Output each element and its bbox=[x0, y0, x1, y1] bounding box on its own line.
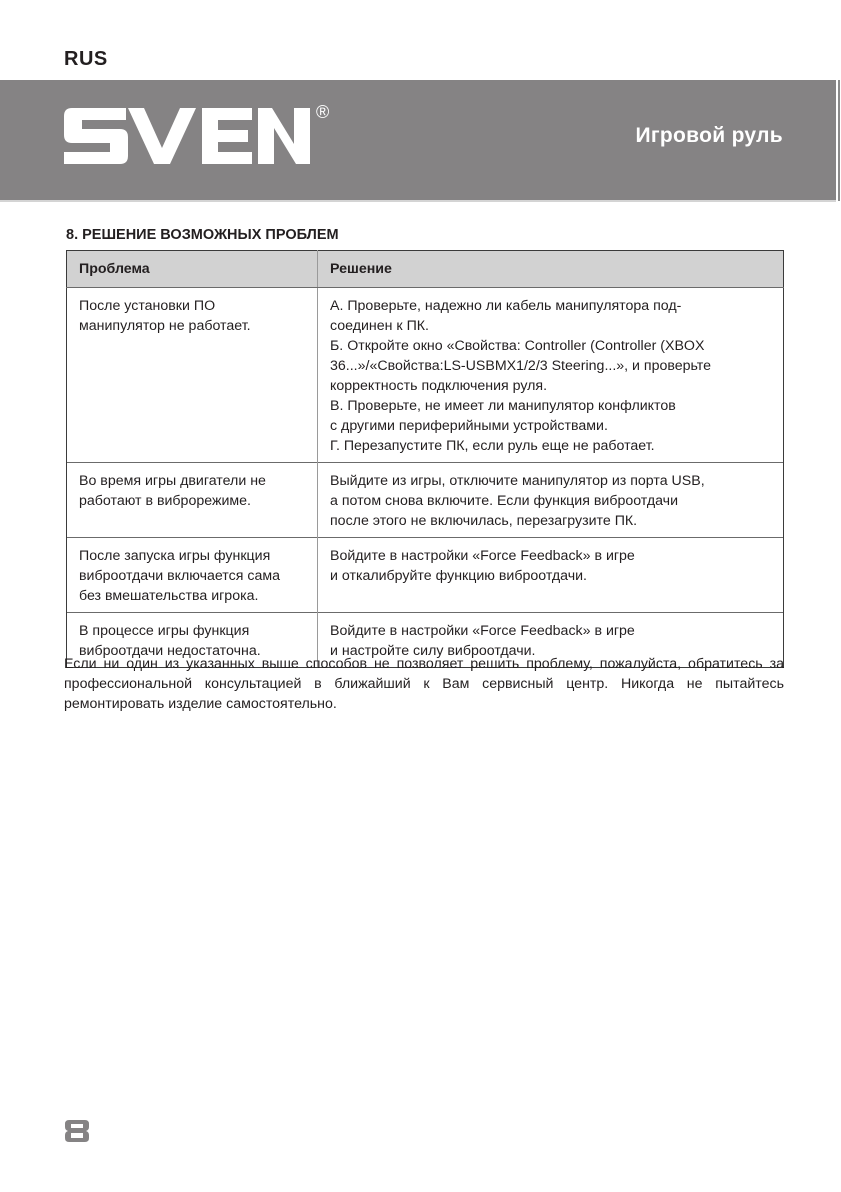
table-row bbox=[67, 288, 784, 463]
problem-text-line: манипулятор не работает. bbox=[79, 318, 251, 334]
solution-cell bbox=[318, 538, 784, 613]
troubleshooting-table bbox=[66, 250, 784, 668]
registered-trademark-mark: ® bbox=[316, 102, 330, 122]
solution-text-line: Выйдите из игры, отключите манипулятор из порта USB, bbox=[330, 473, 705, 489]
solution-text-line: А. Проверьте, надежно ли кабель манипулятора под- bbox=[330, 298, 682, 314]
section-title: 8. РЕШЕНИЕ ВОЗМОЖНЫХ ПРОБЛЕМ bbox=[66, 227, 339, 243]
table-header-row bbox=[67, 251, 784, 288]
problem-text-line: виброотдачи недостаточна. bbox=[79, 643, 261, 659]
solution-text-line: с другими периферийными устройствами. bbox=[330, 418, 608, 434]
solution-text-line: а потом снова включите. Если функция виброотдачи bbox=[330, 493, 679, 509]
solution-text-line: 36...»/«Свойства:LS-USBMX1/2/3 Steering...», и проверьте bbox=[330, 358, 712, 374]
footer-note: Если ни один из указанных выше способов не позволяет решить проблему, пожалуйста, обратитесь за профессиональной консультацией в ближайший к Вам сервисный центр. Никогда не пытайтесь ремонтировать изделие самостоятельно. bbox=[64, 656, 784, 712]
problem-text-line: работают в виброрежиме. bbox=[79, 493, 251, 509]
table-row bbox=[67, 538, 784, 613]
column-header-solution: Решение bbox=[318, 251, 784, 288]
solution-text-line: корректность подключения руля. bbox=[330, 378, 548, 394]
solution-text-line: и настройте силу виброотдачи. bbox=[330, 643, 536, 659]
problem-text-line: После запуска игры функция bbox=[79, 548, 271, 564]
table-row bbox=[67, 463, 784, 538]
solution-text-line: Б. Откройте окно «Свойства: Controller (Controller (XBOX bbox=[330, 338, 705, 354]
solution-text-line: и откалибруйте функцию виброотдачи. bbox=[330, 568, 587, 584]
page-number bbox=[64, 1120, 90, 1147]
problem-cell bbox=[67, 463, 318, 538]
page-number-glyph-icon bbox=[64, 1120, 90, 1142]
problem-text-line: виброотдачи включается сама bbox=[79, 568, 280, 584]
column-header-problem: Проблема bbox=[67, 251, 318, 288]
problem-cell bbox=[67, 288, 318, 463]
solution-text-line: соединен к ПК. bbox=[330, 318, 429, 334]
problem-cell bbox=[67, 538, 318, 613]
product-title: Игровой руль bbox=[635, 124, 783, 147]
solution-text-line: В. Проверьте, не имеет ли манипулятор конфликтов bbox=[330, 398, 676, 414]
problem-text-line: Во время игры двигатели не bbox=[79, 473, 266, 489]
sven-logo-icon bbox=[64, 108, 310, 164]
solution-cell bbox=[318, 288, 784, 463]
sven-logo bbox=[64, 108, 310, 164]
problem-text-line: без вмешательства игрока. bbox=[79, 588, 259, 604]
solution-text-line: Войдите в настройки «Force Feedback» в игре bbox=[330, 548, 635, 564]
page-edge-rule bbox=[838, 80, 840, 201]
solution-text-line: Войдите в настройки «Force Feedback» в игре bbox=[330, 623, 635, 639]
language-label: RUS bbox=[64, 48, 108, 70]
problem-text-line: В процессе игры функция bbox=[79, 623, 250, 639]
problem-text-line: После установки ПО bbox=[79, 298, 216, 314]
solution-text-line: после этого не включилась, перезагрузите ПК. bbox=[330, 513, 638, 529]
solution-text-line: Г. Перезапустите ПК, если руль еще не работает. bbox=[330, 438, 655, 454]
solution-cell bbox=[318, 463, 784, 538]
